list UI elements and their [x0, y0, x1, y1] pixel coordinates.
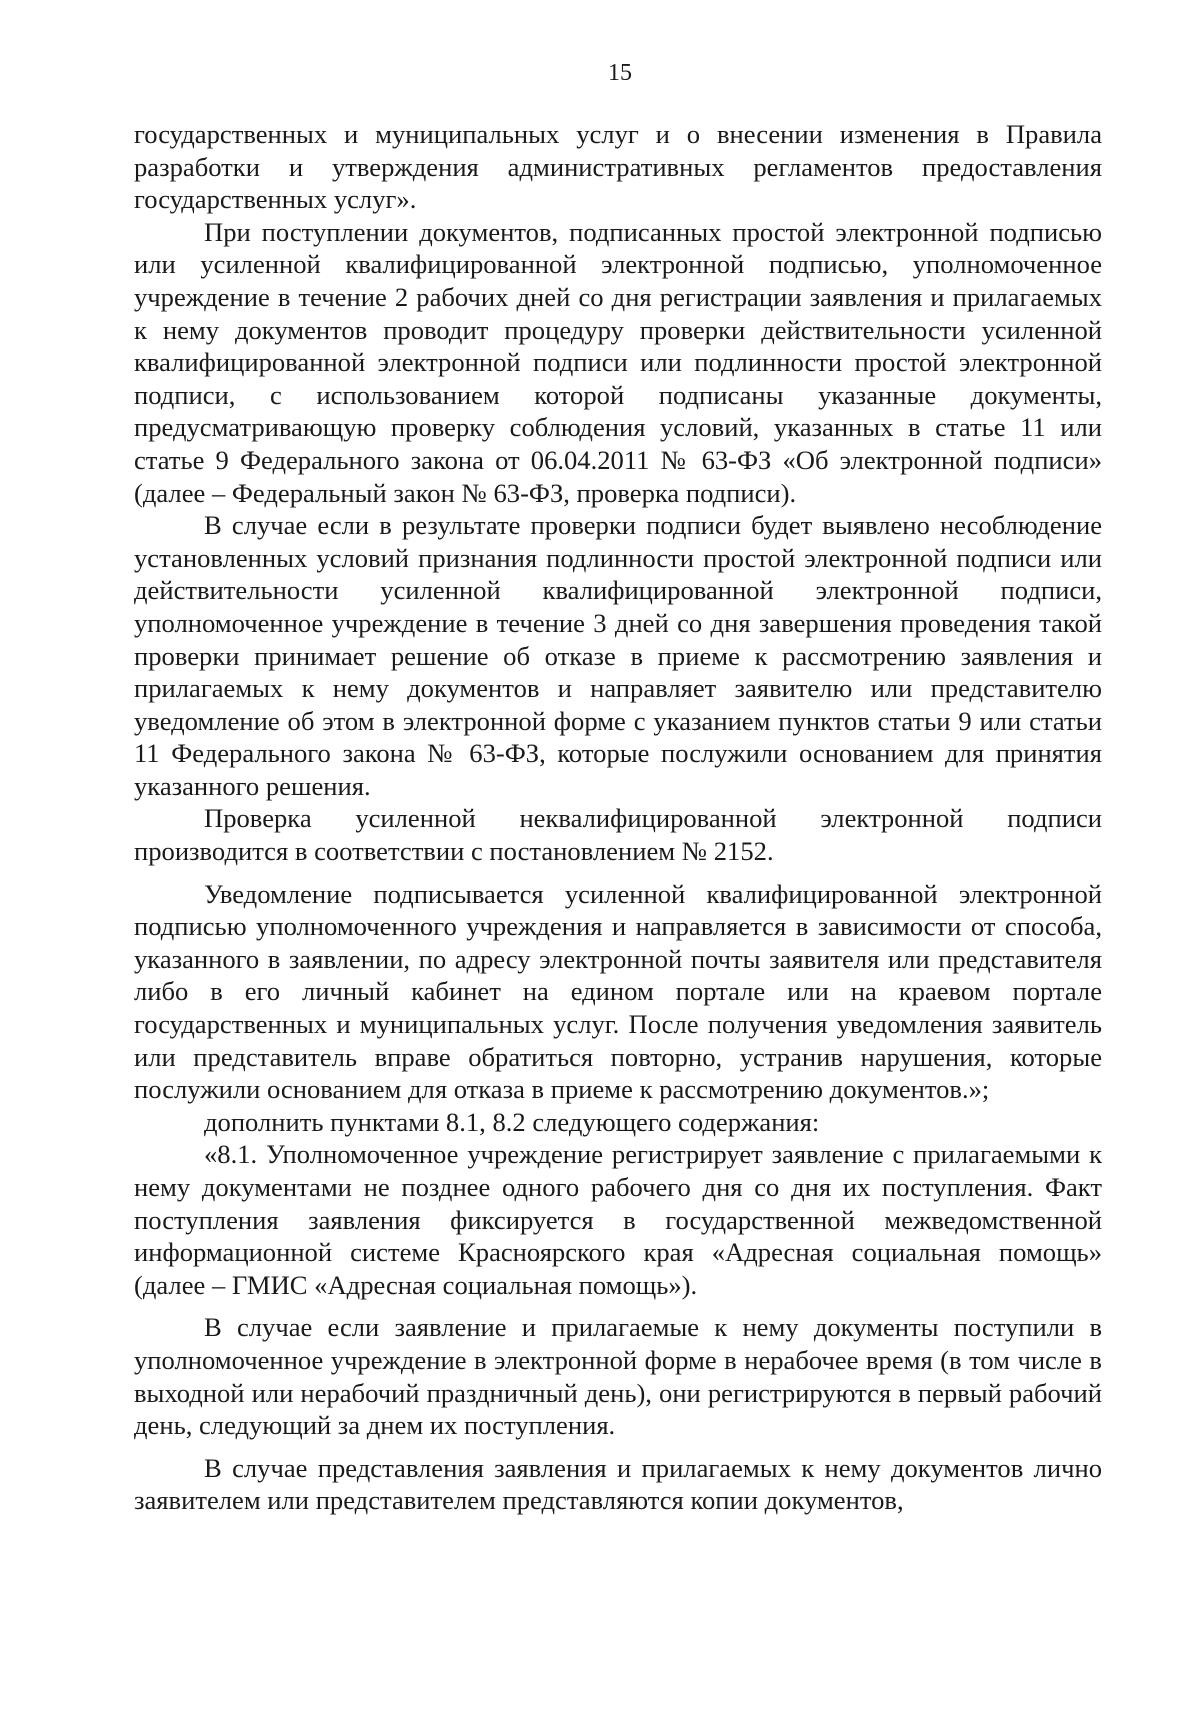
paragraph: При поступлении документов, подписанных простой электронной подписью или усиленной квалифицированной электронной подписью, уполномоченное учреждение в течение 2 рабочих дней со дня регистрации заявления и прилагаемых к нему документов проводит процедуру проверки действительности усиленной квалифицированной электронной подписи или подлинности простой электронной подписи, с использованием которой подписаны указанные документы, предусматривающую проверку соблюдения условий, указанных в статье 11 или статье 9 Федерального закона от 06.04.2011 № 63-ФЗ «Об электронной подписи» (далее – Федеральный закон № 63-ФЗ, проверка подписи). — [134, 216, 1102, 508]
paragraph: государственных и муниципальных услуг и о внесении изменения в Правила разработки и утверждения административных регламентов предоставления государственных услуг». — [134, 119, 1102, 215]
paragraph: Уведомление подписывается усиленной квалифицированной электронной подписью уполномоченного учреждения и направляется в зависимости от способа, указанного в заявлении, по адресу электронной почты заявителя или представителя либо в его личный кабинет на едином портале или на краевом портале государственных и муниципальных услуг. После получения уведомления заявитель или представитель вправе обратиться повторно, устранив нарушения, которые послужили основанием для отказа в приеме к рассмотрению документов.»; — [134, 878, 1102, 1105]
paragraph: В случае если в результате проверки подписи будет выявлено несоблюдение установленных условий признания подлинности простой электронной подписи или действительности усиленной квалифицированной электронной подписи, уполномоченное учреждение в течение 3 дней со дня завершения проведения такой проверки принимает решение об отказе в приеме к рассмотрению заявления и прилагаемых к нему документов и направляет заявителю или представителю уведомление об этом в электронной форме с указанием пунктов статьи 9 или статьи 11 Федерального закона № 63-ФЗ, которые послужили основанием для принятия указанного решения. — [134, 510, 1102, 801]
document-body — [134, 118, 1102, 1517]
page-number: 15 — [608, 60, 632, 86]
paragraph: дополнить пунктами 8.1, 8.2 следующего содержания: — [204, 1106, 820, 1137]
paragraph: «8.1. Уполномоченное учреждение регистрирует заявление с прилагаемыми к нему документами не позднее одного рабочего дня со дня их поступления. Факт поступления заявления фиксируется в государственной межведомственной информационной системе Красноярского края «Адресная социальная помощь» (далее – ГМИС «Адресная социальная помощь»). — [134, 1139, 1102, 1300]
paragraph: В случае представления заявления и прилагаемых к нему документов лично заявителем или представителем представляются копии документов, — [134, 1452, 1102, 1516]
paragraph: Проверка усиленной неквалифицированной электронной подписи производится в соответствии с постановлением № 2152. — [134, 803, 1102, 867]
paragraph: В случае если заявление и прилагаемые к нему документы поступили в уполномоченное учреждение в электронной форме в нерабочее время (в том числе в выходной или нерабочий праздничный день), они регистрируются в первый рабочий день, следующий за днем их поступления. — [134, 1312, 1102, 1441]
